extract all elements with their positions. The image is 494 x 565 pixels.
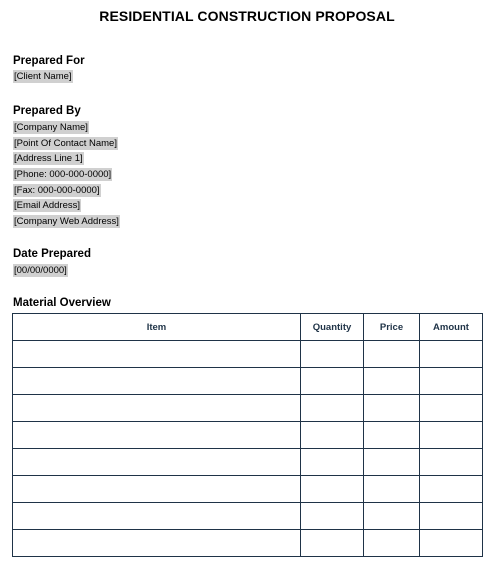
table-row (13, 530, 483, 557)
fax-field[interactable]: [Fax: 000-000-0000] (14, 185, 100, 196)
point-of-contact-field[interactable]: [Point Of Contact Name] (14, 138, 117, 149)
web-address-field[interactable]: [Company Web Address] (14, 216, 119, 227)
table-row (13, 503, 483, 530)
table-cell-quantity[interactable] (301, 395, 364, 422)
date-prepared-heading: Date Prepared (13, 248, 91, 260)
table-cell-amount[interactable] (420, 368, 483, 395)
table-cell-item[interactable] (13, 368, 301, 395)
material-overview-table (12, 313, 483, 557)
table-cell-item[interactable] (13, 449, 301, 476)
table-cell-price[interactable] (364, 449, 420, 476)
address-line-1-field[interactable]: [Address Line 1] (14, 153, 83, 164)
table-cell-quantity[interactable] (301, 530, 364, 557)
table-cell-amount[interactable] (420, 530, 483, 557)
table-cell-amount[interactable] (420, 422, 483, 449)
table-cell-price[interactable] (364, 395, 420, 422)
column-header-amount: Amount (420, 314, 483, 341)
phone-field[interactable]: [Phone: 000-000-0000] (14, 169, 112, 180)
material-rows (13, 341, 483, 557)
table-cell-item[interactable] (13, 395, 301, 422)
table-cell-amount[interactable] (420, 395, 483, 422)
email-field[interactable]: [Email Address] (14, 200, 80, 211)
column-header-quantity: Quantity (301, 314, 364, 341)
table-row (13, 341, 483, 368)
table-cell-price[interactable] (364, 341, 420, 368)
table-header-row (13, 314, 483, 341)
table-row (13, 368, 483, 395)
company-name-field[interactable]: [Company Name] (14, 122, 88, 133)
table-row (13, 449, 483, 476)
table-cell-price[interactable] (364, 422, 420, 449)
table-cell-quantity[interactable] (301, 503, 364, 530)
table-cell-quantity[interactable] (301, 341, 364, 368)
table-cell-quantity[interactable] (301, 449, 364, 476)
column-header-item: Item (13, 314, 301, 341)
table-cell-price[interactable] (364, 530, 420, 557)
table-row (13, 422, 483, 449)
document-title: RESIDENTIAL CONSTRUCTION PROPOSAL (99, 8, 395, 24)
table-cell-item[interactable] (13, 476, 301, 503)
table-cell-price[interactable] (364, 503, 420, 530)
date-prepared-field[interactable]: [00/00/0000] (14, 265, 67, 276)
table-cell-price[interactable] (364, 476, 420, 503)
table-cell-amount[interactable] (420, 449, 483, 476)
table-row (13, 395, 483, 422)
client-name-field[interactable]: [Client Name] (14, 71, 72, 82)
table-cell-item[interactable] (13, 503, 301, 530)
table-cell-item[interactable] (13, 341, 301, 368)
table-cell-price[interactable] (364, 368, 420, 395)
table-cell-amount[interactable] (420, 476, 483, 503)
prepared-for-heading: Prepared For (13, 55, 85, 67)
table-cell-item[interactable] (13, 422, 301, 449)
table-cell-item[interactable] (13, 530, 301, 557)
table-row (13, 476, 483, 503)
column-header-price: Price (364, 314, 420, 341)
prepared-by-heading: Prepared By (13, 105, 81, 117)
table-cell-amount[interactable] (420, 503, 483, 530)
table-cell-quantity[interactable] (301, 476, 364, 503)
table-cell-amount[interactable] (420, 341, 483, 368)
table-cell-quantity[interactable] (301, 368, 364, 395)
material-overview-heading: Material Overview (13, 297, 111, 309)
table-cell-quantity[interactable] (301, 422, 364, 449)
